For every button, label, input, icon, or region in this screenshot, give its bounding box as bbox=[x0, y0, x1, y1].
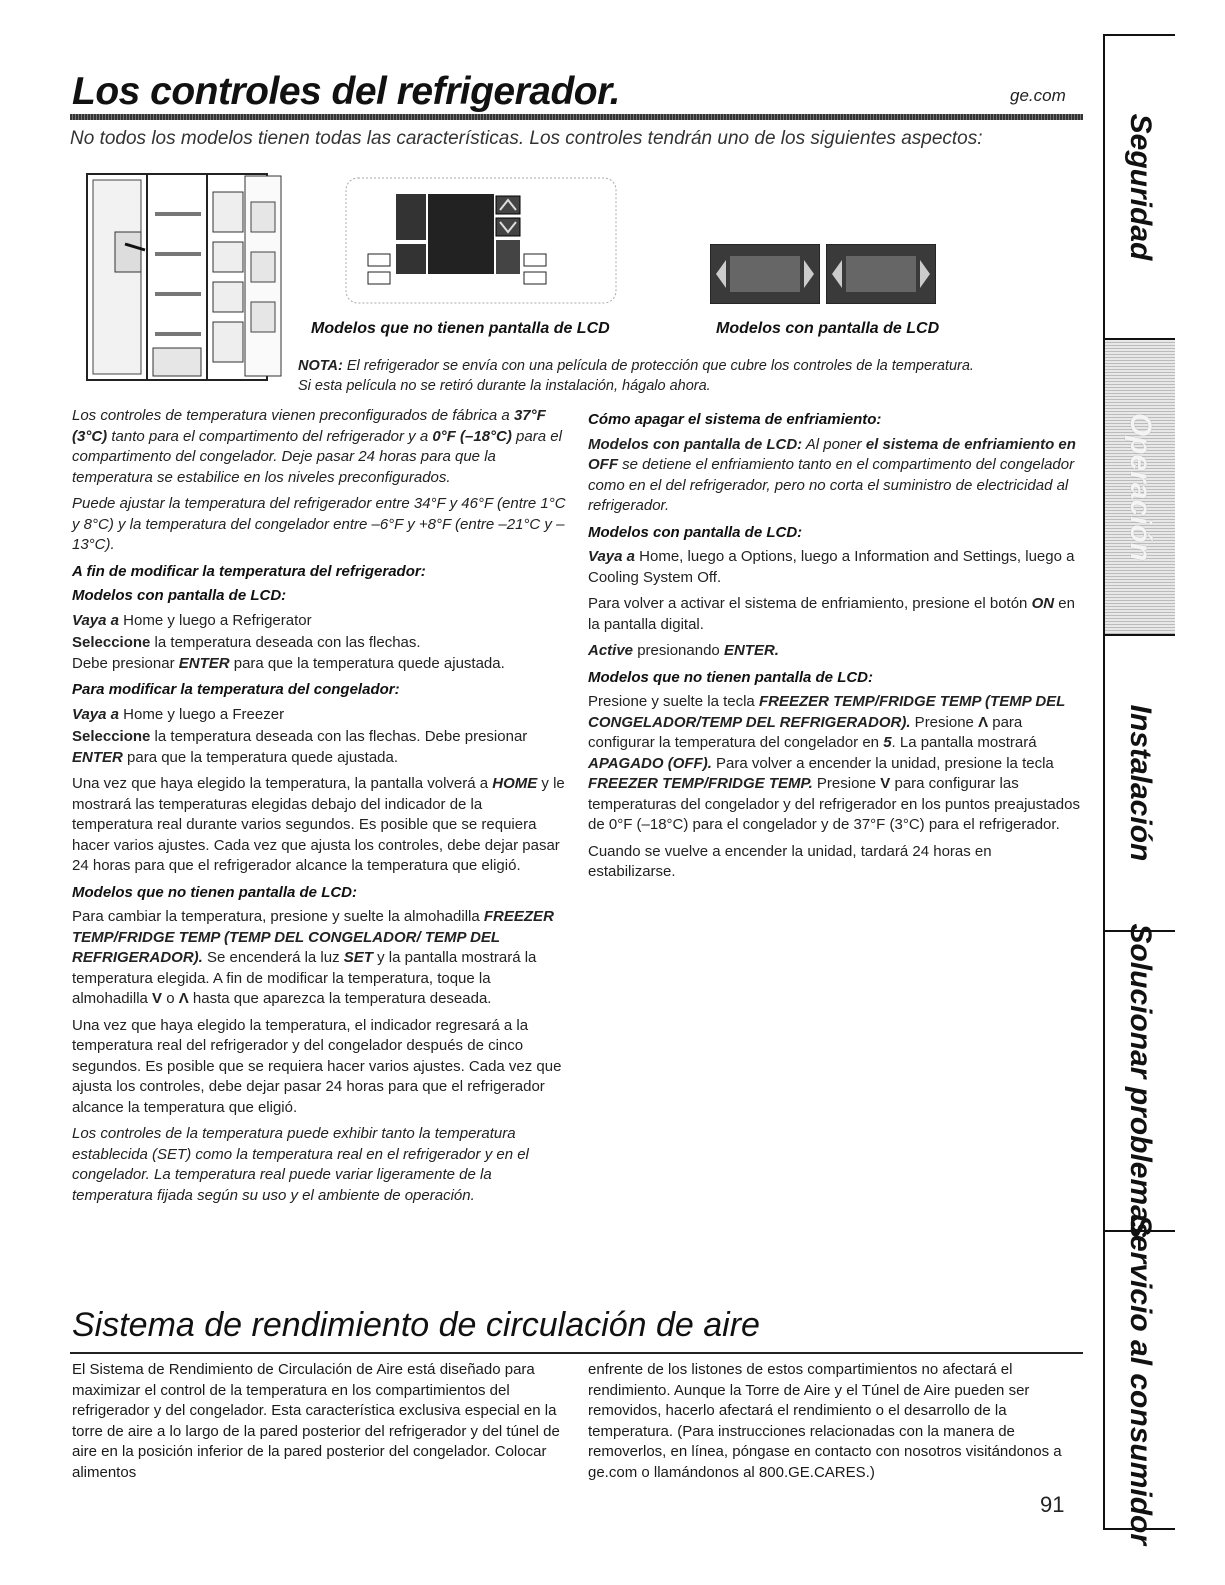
freezer-goto: Vaya a Home y luego a Freezer bbox=[72, 705, 285, 723]
no-lcd-off-paragraph: Presione y suelte la tecla FREEZER TEMP/FRIDGE TEMP (TEMP DEL CONGELADOR/TEMP DEL REFRIGERADOR). Presione Λ para configurar la temperatura del congelador en 5. La pantalla mostrará APAGADO (OFF). Para volver a encender la unidad, presione la tecla FREEZER TEMP/FRIDGE TEMP. Presione V para configurar las temperaturas del congelador y del refrigerador en los puntos preajustados de 0°F (–18°C) para el congelador y de 37°F (3°C) para el refrigerador. bbox=[588, 693, 1080, 833]
caption-no-lcd: Modelos que no tienen pantalla de LCD bbox=[311, 320, 610, 337]
tab-seguridad[interactable]: Seguridad bbox=[1105, 36, 1175, 340]
heading-no-lcd-models: Modelos que no tienen pantalla de LCD: bbox=[72, 883, 358, 901]
lcd-panel-freezer-illustration bbox=[710, 244, 820, 304]
restart-paragraph: Cuando se vuelve a encender la unidad, tardará 24 horas en estabilizarse. bbox=[588, 842, 992, 880]
tab-operacion[interactable]: Operación bbox=[1105, 340, 1175, 636]
right-column bbox=[588, 406, 1083, 889]
page-title: Los controles del refrigerador. bbox=[72, 70, 620, 113]
heading-fridge-temp: A fin de modificar la temperatura del refrigerador: bbox=[72, 562, 426, 580]
note-label: NOTA: bbox=[298, 358, 343, 374]
note-line-2: Si esta película no se retiró durante la instalación, hágalo ahora. bbox=[298, 378, 711, 394]
intro-text: No todos los modelos tienen todas las características. Los controles tendrán uno de los siguientes aspectos: bbox=[70, 128, 983, 149]
home-paragraph: Una vez que haya elegido la temperatura, la pantalla volverá a HOME y le mostrará las temperaturas elegidas debajo del indicador de la temperatura real durante varios segundos. Es posible que se requiera hacer varios ajustes. Cada vez que ajusta los controles, debe dejar pasar 24 horas para que el refrigerador alcance la temperatura que eligió. bbox=[72, 775, 565, 874]
set-vs-real-paragraph: Los controles de la temperatura puede exhibir tanto la temperatura establecida (SET) como la temperatura real en el refrigerador y en el congelador. La temperatura real puede variar ligeramente de la temperatura fijada según su uso y el ambiente de operación. bbox=[72, 1125, 529, 1204]
lcd-panel-fridge-illustration bbox=[826, 244, 936, 304]
reactivate-paragraph: Para volver a activar el sistema de enfriamiento, presione el botón ON en la pantalla digital. bbox=[588, 595, 1075, 633]
caption-lcd: Modelos con pantalla de LCD bbox=[716, 320, 940, 337]
section-rule bbox=[70, 1352, 1083, 1354]
range-paragraph: Puede ajustar la temperatura del refrigerador entre 34°F y 46°F (entre 1°C y 8°C) y la temperatura del congelador entre –6°F y +8°F (entre –21°C y –13°C). bbox=[72, 495, 566, 553]
section-tabs bbox=[1103, 34, 1175, 1546]
heading-no-lcd-models-2: Modelos que no tienen pantalla de LCD: bbox=[588, 668, 874, 686]
refrigerator-illustration bbox=[85, 172, 285, 386]
fridge-select: Seleccione la temperatura deseada con las flechas. Debe presionar ENTER para que la temperatura quede ajustada. bbox=[72, 634, 505, 672]
left-column bbox=[72, 406, 567, 1212]
page-number: 91 bbox=[1040, 1492, 1065, 1517]
note bbox=[298, 356, 1058, 396]
section-title-air: Sistema de rendimiento de circulación de aire bbox=[72, 1306, 760, 1344]
heading-lcd-models: Modelos con pantalla de LCD: bbox=[72, 587, 287, 604]
tab-instalacion[interactable]: Instalación bbox=[1105, 636, 1175, 932]
air-paragraph-left: El Sistema de Rendimiento de Circulación de Aire está diseñado para maximizar el control de la temperatura en los compartimientos del refrigerador y del congelador. Esta característica exclusiva especial en la torre de aire a lo largo de la pared posterior del refrigerador y del túnel de aire en la posición inferior de la pared posterior del congelador. Colocar alimentos bbox=[72, 1361, 560, 1481]
heading-lcd-models-2: Modelos con pantalla de LCD: bbox=[588, 523, 803, 541]
indicator-paragraph: Una vez que haya elegido la temperatura, el indicador regresará a la temperatura real del refrigerador y del congelador después de cinco segundos. Es posible que se requiera hacer varios ajustes. Cada vez que ajusta los controles, debe dejar pasar 24 horas para que el refrigerador alcance la temperatura que eligió. bbox=[72, 1016, 562, 1116]
cooling-off-paragraph: Modelos con pantalla de LCD: Al poner el sistema de enfriamiento en OFF se detiene el enfriamiento tanto en el compartimento del congelador como en el del refrigerador, pero no corta el suministro de electricidad al refrigerador. bbox=[588, 435, 1076, 514]
activate-paragraph: Active presionando ENTER. bbox=[588, 642, 779, 659]
note-line-1: El refrigerador se envía con una película de protección que cubre los controles de la temperatura. bbox=[342, 358, 974, 374]
air-paragraph-right: enfrente de los listones de estos compartimientos no afectará el rendimiento. Aunque la Torre de Aire y el Túnel de Aire pueden ser removidos, hacerlo afectará el rendimiento o el desarrollo de la temperatura. (Para instrucciones relacionadas con la manera de removerlos, en línea, póngase en contacto con nosotros visitándonos a ge.com o llamándonos al 800.GE.CARES.) bbox=[588, 1361, 1062, 1481]
control-panel-no-lcd-illustration bbox=[300, 168, 620, 308]
no-lcd-paragraph: Para cambiar la temperatura, presione y suelte la almohadilla FREEZER TEMP/FRIDGE TEMP (TEMP DEL CONGELADOR/ TEMP DEL REFRIGERADOR). Se encenderá la luz SET y la pantalla mostrará la temperatura elegida. A fin de modificar la temperatura, toque la almohadilla V o Λ hasta que aparezca la temperatura deseada. bbox=[72, 908, 554, 1007]
factory-preset-paragraph: Los controles de temperatura vienen preconfigurados de fábrica a 37°F (3°C) tanto para el compartimento del refrigerador y a 0°F (–18°C) para el compartimento del congelador. Deje pasar 24 horas para que la temperatura se estabilice en los niveles preconfigurados. bbox=[72, 407, 562, 486]
title-rule bbox=[70, 114, 1083, 120]
fridge-goto: Vaya a Home y luego a Refrigerator bbox=[72, 611, 312, 629]
heading-freezer-temp: Para modificar la temperatura del congelador: bbox=[72, 681, 400, 698]
tab-solucionar-problemas[interactable]: Solucionar problemas bbox=[1105, 932, 1175, 1232]
site-url[interactable]: ge.com bbox=[1010, 86, 1066, 105]
tab-servicio-al-consumidor[interactable]: Servicio al consumidor bbox=[1124, 1214, 1157, 1546]
heading-cooling-off: Cómo apagar el sistema de enfriamiento: bbox=[588, 411, 882, 428]
cooling-off-goto: Vaya a Home, luego a Options, luego a Information and Settings, luego a Cooling System Off. bbox=[588, 548, 1075, 586]
freezer-select: Seleccione la temperatura deseada con las flechas. Debe presionar ENTER para que la temperatura quede ajustada. bbox=[72, 728, 528, 766]
